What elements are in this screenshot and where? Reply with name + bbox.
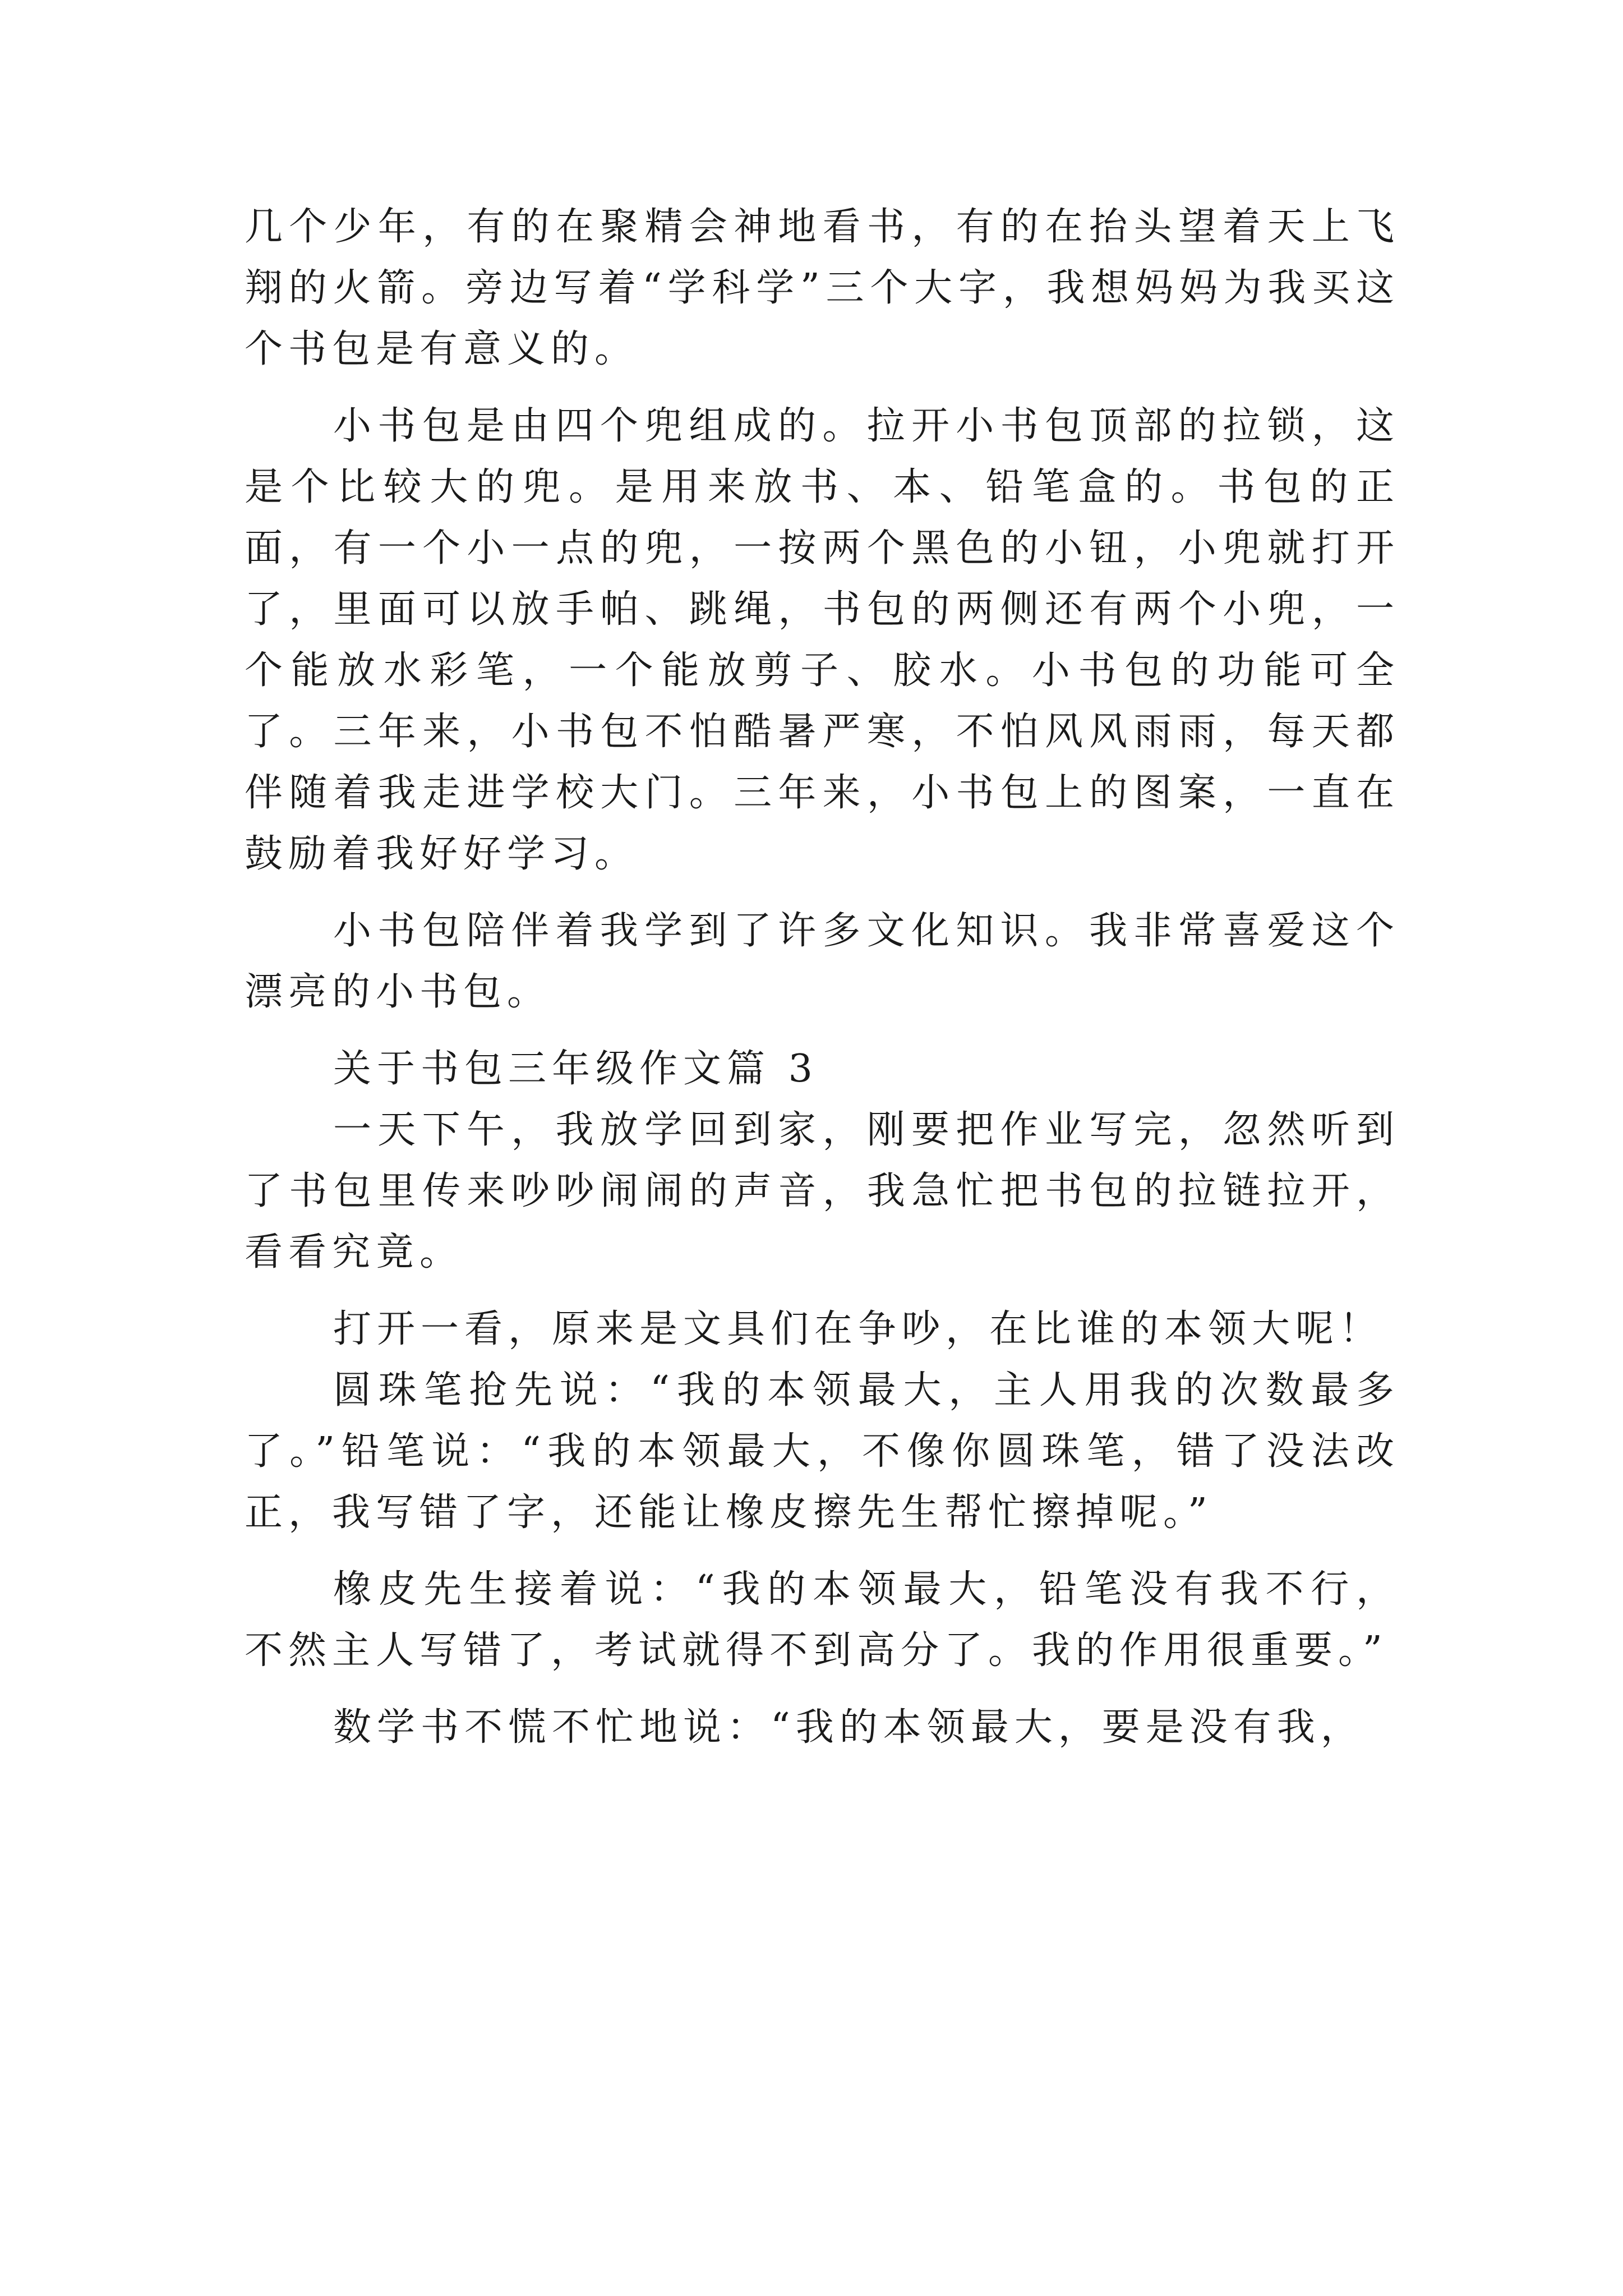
- paragraph: 橡皮先生接着说：“我的本领最大，铅笔没有我不行，不然主人写错了，考试就得不到高分了。我的作用很重要。”: [245, 1567, 1400, 1673]
- section-heading: 关于书包三年级作文篇 3: [333, 1047, 818, 1091]
- paragraph-continuation: 几个少年，有的在聚精会神地看书，有的在抬头望着天上飞翔的火箭。旁边写着“学科学”三个大字，我想妈妈为我买这个书包是有意义的。: [245, 205, 1400, 371]
- paragraph: 小书包陪伴着我学到了许多文化知识。我非常喜爱这个漂亮的小书包。: [245, 909, 1400, 1014]
- paragraph: 数学书不慌不忙地说：“我的本领最大，要是没有我，: [333, 1705, 1364, 1750]
- paragraph: 打开一看，原来是文具们在争吵，在比谁的本领大呢！: [333, 1307, 1384, 1351]
- paragraph: 小书包是由四个兜组成的。拉开小书包顶部的拉锁，这是个比较大的兜。是用来放书、本、铅笔盒的。书包的正面，有一个小一点的兜，一按两个黑色的小钮，小兜就打开了，里面可以放手帕、跳绳，书包的两侧还有两个小兜，一个能放水彩笔，一个能放剪子、胶水。小书包的功能可全了。三年来，小书包不怕酷暑严寒，不怕风风雨雨，每天都伴随着我走进学校大门。三年来，小书包上的图案，一直在鼓励着我好好学习。: [245, 404, 1400, 876]
- paragraph: 圆珠笔抢先说：“我的本领最大，主人用我的次数最多了。”铅笔说：“我的本领最大，不像你圆珠笔，错了没法改正，我写错了字，还能让橡皮擦先生帮忙擦掉呢。”: [245, 1368, 1400, 1535]
- essay-body: [245, 196, 1400, 1758]
- paragraph: 一天下午，我放学回到家，刚要把作业写完，忽然听到了书包里传来吵吵闹闹的声音，我急忙把书包的拉链拉开，看看究竟。: [245, 1108, 1400, 1274]
